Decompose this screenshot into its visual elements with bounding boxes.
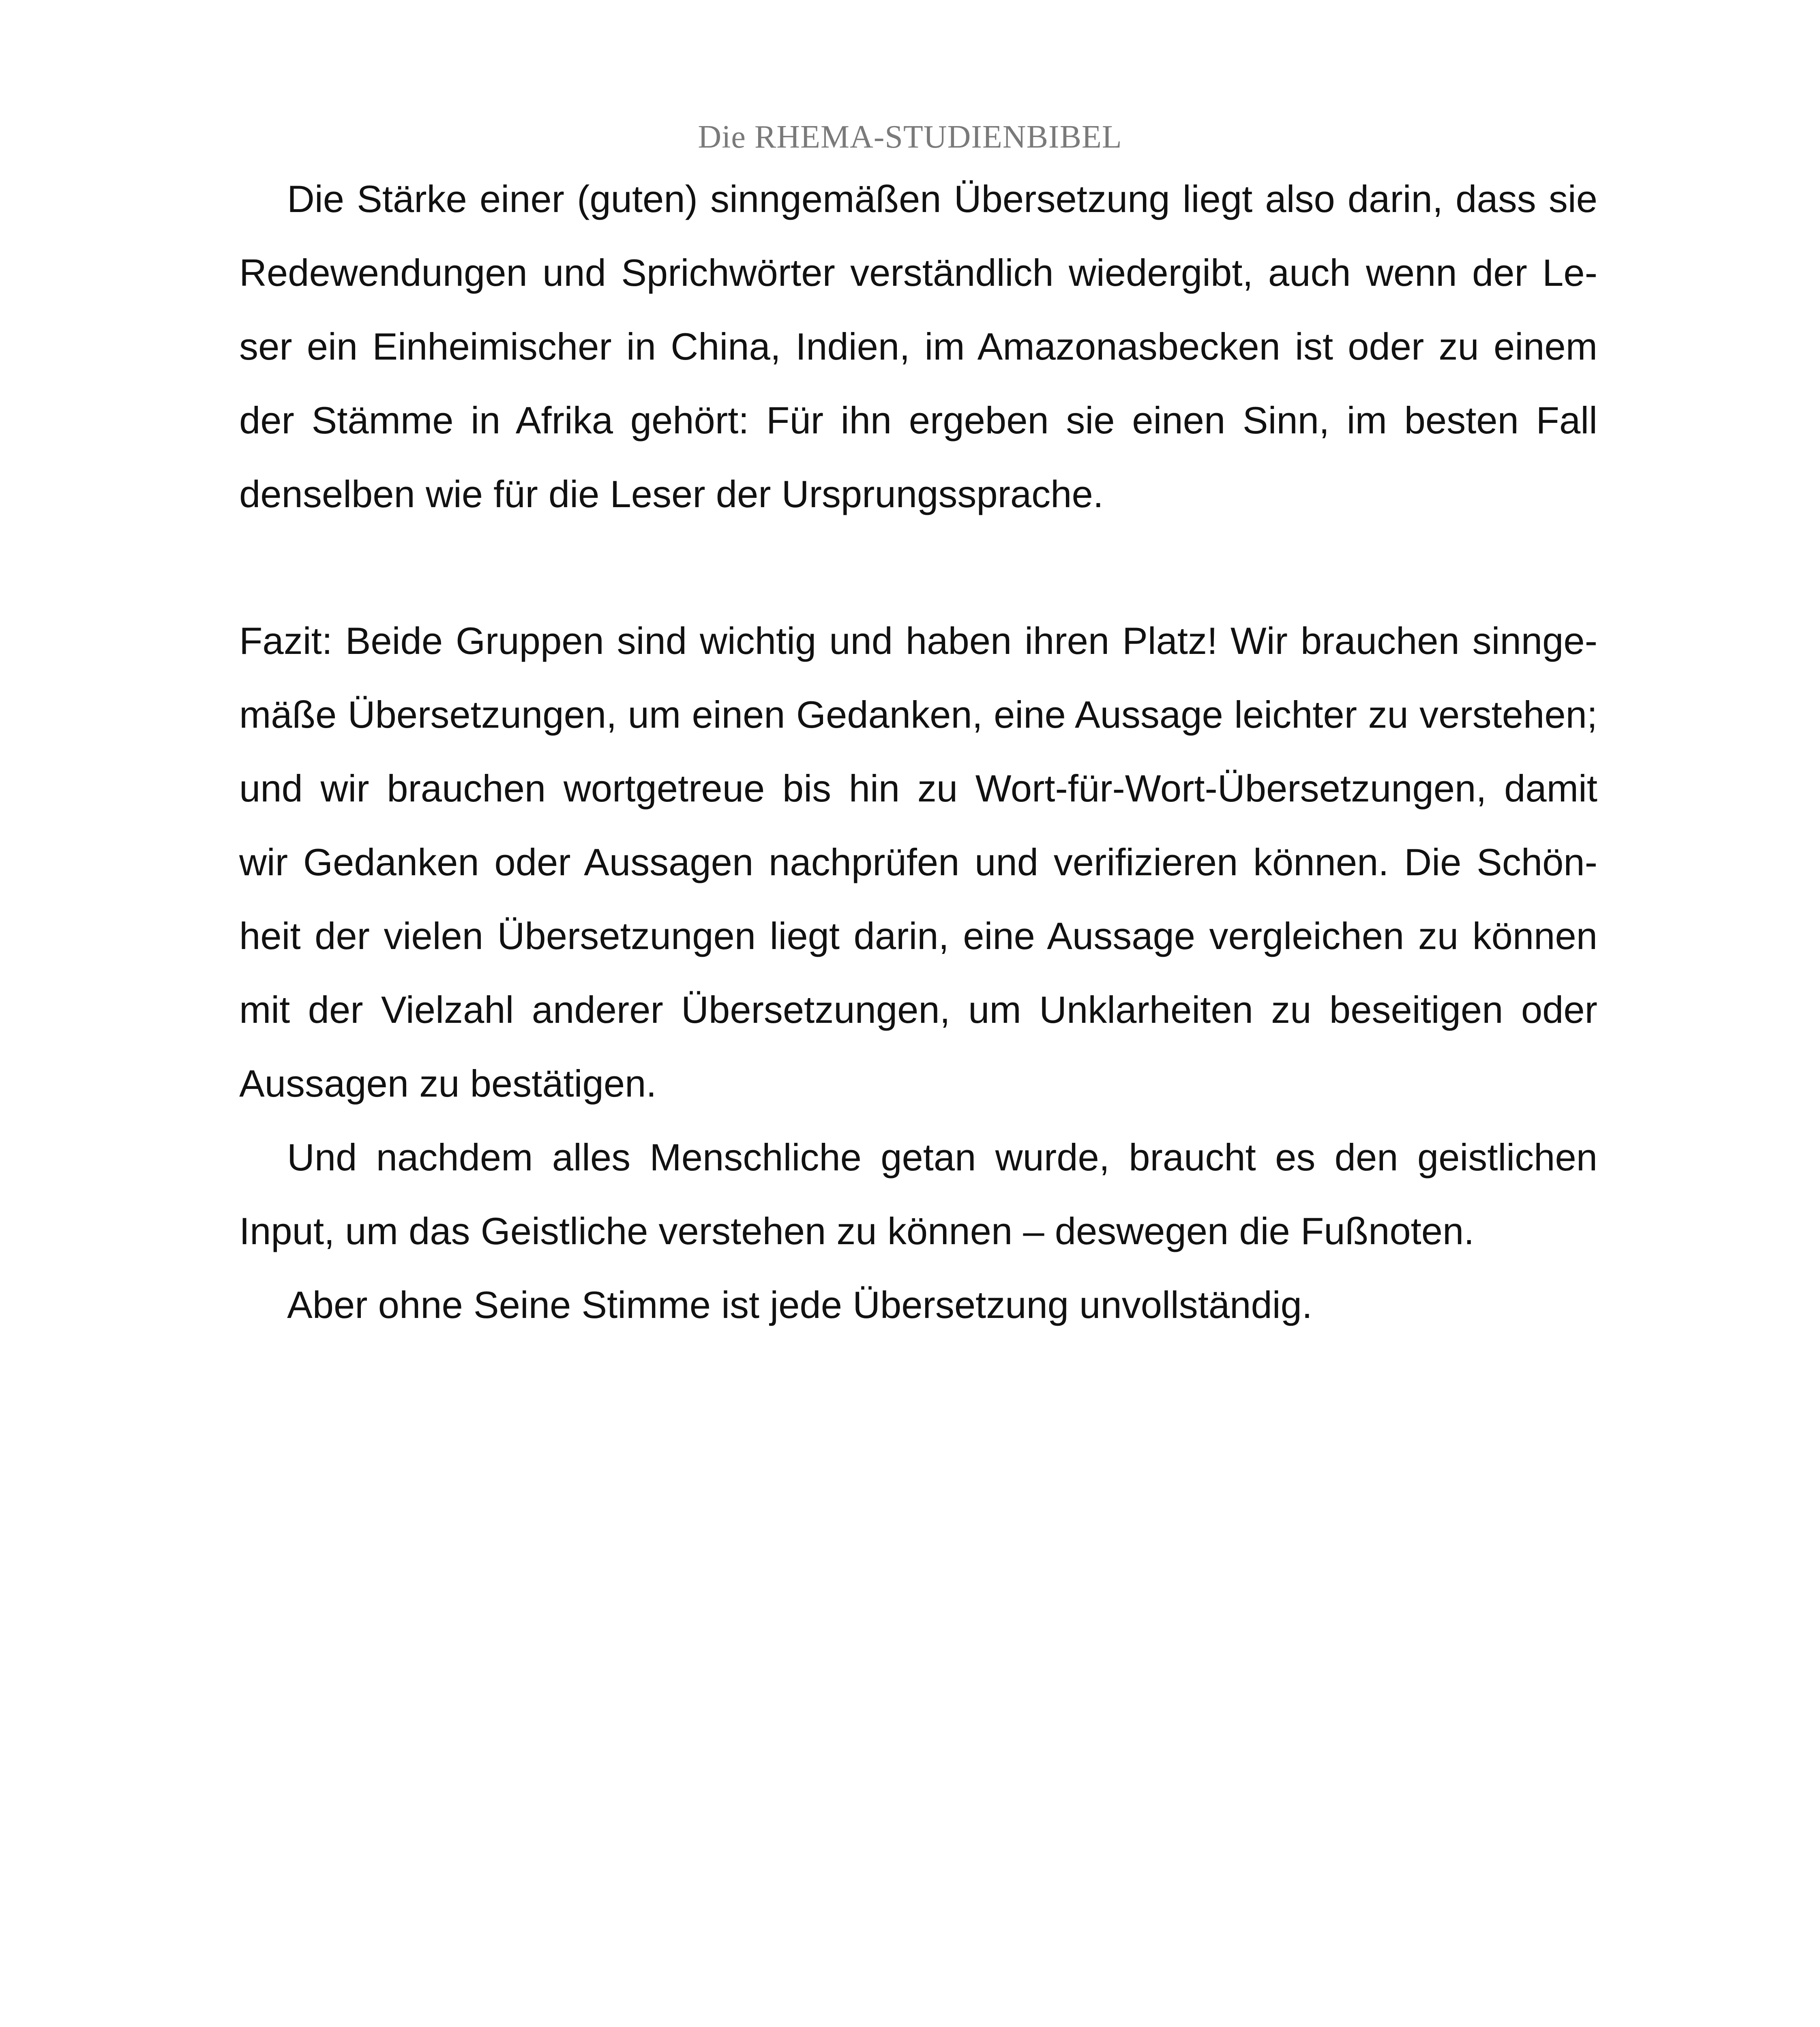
paragraph-sinngemaesse-uebersetzung: Die Stärke einer (guten) sinngemäßen Übersetzung liegt also darin, dass sie Redewendungen und Sprichwörter verständlich wiedergibt, auch wenn der Leser ein Einheimischer in China, Indien, im Amazonasbecken ist oder zu einem der Stämme in Afrika gehört: Für ihn ergeben sie einen Sinn, im besten Fall denselben wie für die Leser der Ursprungssprache. <box>239 178 1597 515</box>
paragraph-seine-stimme: Aber ohne Seine Stimme ist jede Übersetzung unvollständig. <box>287 1283 1313 1326</box>
paragraph-geistlicher-input: Und nachdem alles Menschliche getan wurde, braucht es den geistlichen Input, um das Geistliche verstehen zu können – deswegen die Fußnoten. <box>239 1136 1597 1252</box>
body-text <box>239 162 1597 1342</box>
running-header-title: Die RHEMA-STUDIENBIBEL <box>698 119 1122 155</box>
paragraph-fazit: Fazit: Beide Gruppen sind wichtig und haben ihren Platz! Wir brauchen sinngemäße Übersetzungen, um einen Gedanken, eine Aussage leichter zu verstehen; und wir brauchen wortgetreue bis hin zu Wort-für-Wort-Übersetzungen, damit wir Gedanken oder Aussagen nachprüfen und verifizieren können. Die Schönheit der vielen Übersetzungen liegt darin, eine Aussage vergleichen zu können mit der Vielzahl anderer Übersetzungen, um Unklarheiten zu beseitigen oder Aussagen zu bestätigen. <box>239 619 1597 1105</box>
